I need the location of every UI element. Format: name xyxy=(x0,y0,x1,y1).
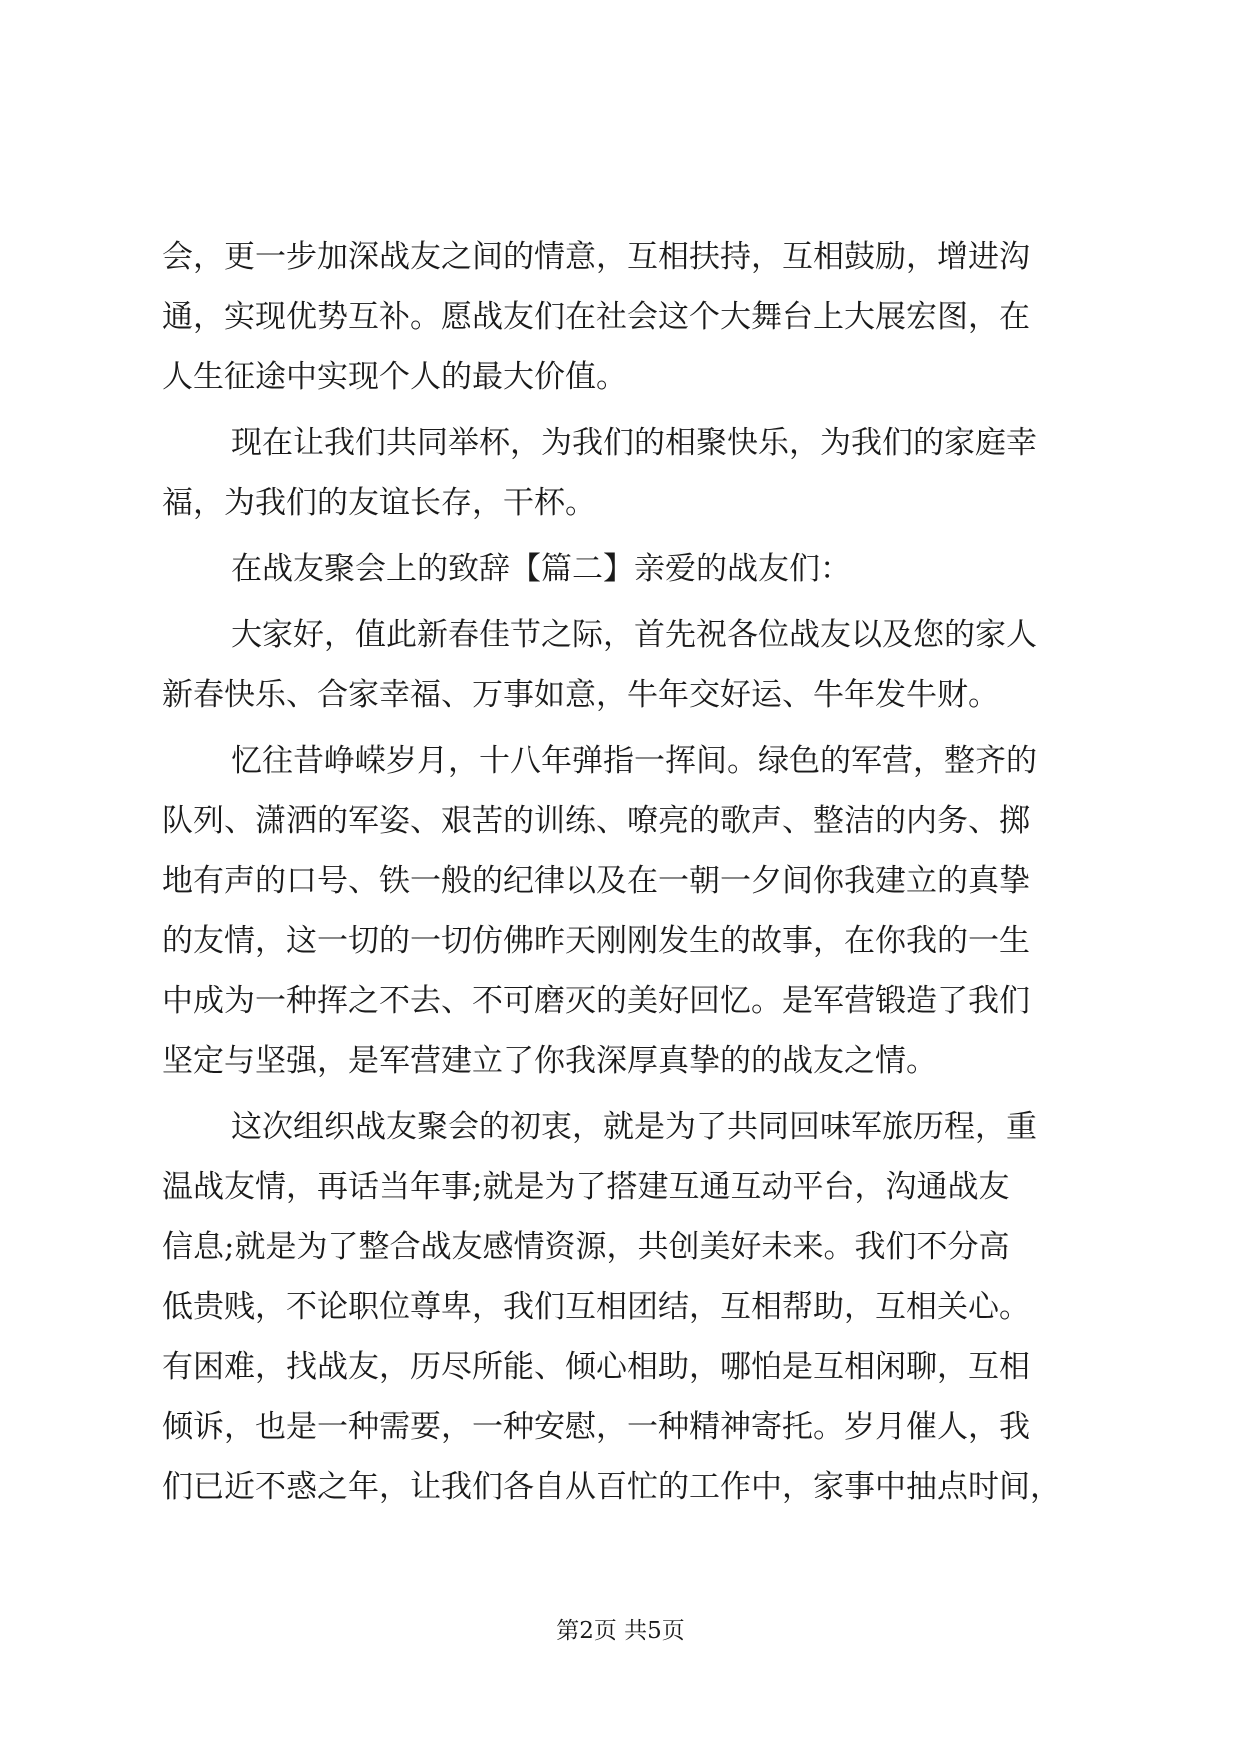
text-line: 忆往昔峥嵘岁月，十八年弹指一挥间。绿色的军营，整齐的 xyxy=(231,743,1037,779)
text-line: 信息;就是为了整合战友感情资源，共创美好未来。我们不分高 xyxy=(162,1229,1010,1265)
text-line: 坚定与坚强，是军营建立了你我深厚真挚的的战友之情。 xyxy=(162,1043,937,1079)
text-line: 队列、潇洒的军姿、艰苦的训练、嘹亮的歌声、整洁的内务、掷 xyxy=(162,803,1030,839)
text-line: 地有声的口号、铁一般的纪律以及在一朝一夕间你我建立的真挚 xyxy=(162,863,1030,899)
text-line: 倾诉，也是一种需要，一种安慰，一种精神寄托。岁月催人，我 xyxy=(162,1409,1030,1445)
text-line: 人生征途中实现个人的最大价值。 xyxy=(162,359,627,395)
text-line: 现在让我们共同举杯，为我们的相聚快乐，为我们的家庭幸 xyxy=(231,425,1037,461)
text-line: 这次组织战友聚会的初衷，就是为了共同回味军旅历程，重 xyxy=(231,1109,1037,1145)
text-line: 通，实现优势互补。愿战友们在社会这个大舞台上大展宏图，在 xyxy=(162,299,1030,335)
text-line: 低贵贱，不论职位尊卑，我们互相团结，互相帮助，互相关心。 xyxy=(162,1289,1030,1325)
text-line: 福，为我们的友谊长存，干杯。 xyxy=(162,485,596,521)
text-line: 中成为一种挥之不去、不可磨灭的美好回忆。是军营锻造了我们 xyxy=(162,983,1030,1019)
text-line: 温战友情，再话当年事;就是为了搭建互通互动平台，沟通战友 xyxy=(162,1169,1010,1205)
text-line: 有困难，找战友，历尽所能、倾心相助，哪怕是互相闲聊，互相 xyxy=(162,1349,1030,1385)
section-heading: 在战友聚会上的致辞【篇二】亲爱的战友们： xyxy=(231,551,851,587)
page-number-footer: 第2页 共5页 xyxy=(556,1618,685,1644)
text-line: 新春快乐、合家幸福、万事如意，牛年交好运、牛年发牛财。 xyxy=(162,677,999,713)
text-line: 大家好，值此新春佳节之际，首先祝各位战友以及您的家人 xyxy=(231,617,1037,653)
text-line: 们已近不惑之年，让我们各自从百忙的工作中，家事中抽点时间， xyxy=(162,1469,1061,1505)
text-line: 的友情，这一切的一切仿佛昨天刚刚发生的故事，在你我的一生 xyxy=(162,923,1030,959)
text-line: 会，更一步加深战友之间的情意，互相扶持，互相鼓励，增进沟 xyxy=(162,239,1030,275)
